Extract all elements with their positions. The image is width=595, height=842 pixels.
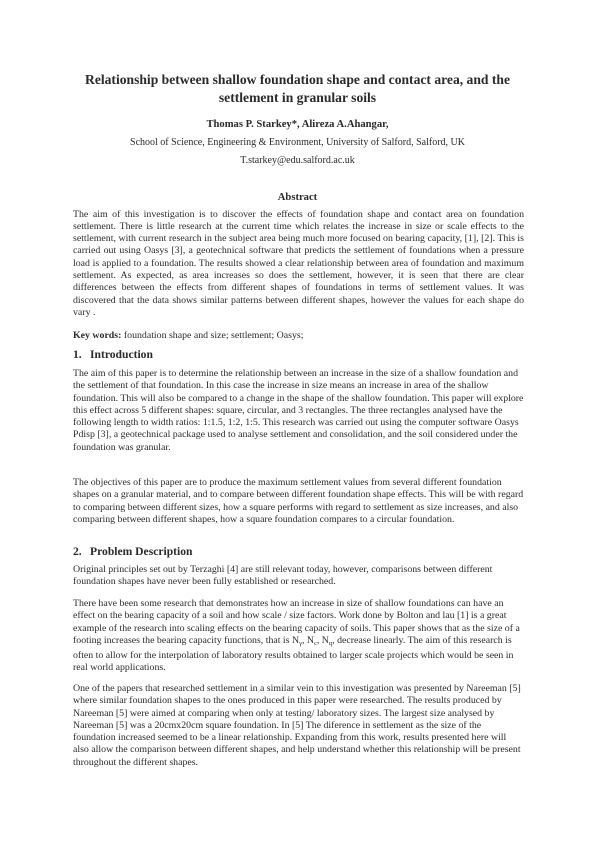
problem-paragraph-2-text: There have been some research that demonstrates how an increase in size of shallow foundations can have an effect on the bearing capacity of a soil and how scale / size factors. Work done by Bolton and lau [1] is a great example of the research into scaling effects on the bearing capacity of soils. This paper shows that as the size of a footing increases the bearing capacity functions, that is N — [73, 598, 520, 646]
keywords — [73, 330, 524, 342]
section-heading-problem-description — [73, 545, 193, 558]
problem-paragraph-2-tail: , decrease linearly. The aim of this research is often to allow for the interpolation of laboratory results obtained to larger scale projects which would be seen in real world applications. — [73, 634, 514, 674]
bearing-factor-subscript: γ — [299, 639, 302, 647]
bearing-factor-separator: , N — [316, 634, 329, 646]
keywords-text: foundation shape and size; settlement; Oasys; — [121, 330, 304, 341]
bearing-factor-separator: , N — [301, 634, 314, 646]
section-title: Problem Description — [90, 545, 193, 558]
author-email: T.starkey@edu.salford.ac.uk — [240, 155, 355, 166]
bearing-factor-subscript: c — [313, 639, 317, 647]
section-number: 1. — [73, 348, 82, 361]
problem-paragraph-1: Original principles set out by Terzaghi [4] are still relevant today, however, comparisons between different foundation shapes have never been fully established or researched. — [73, 564, 493, 588]
section-heading-introduction — [73, 348, 153, 361]
problem-paragraph-3: One of the papers that researched settlement in a similar vein to this investigation was presented by Nareeman [5] where similar foundation shapes to the ones produced in this paper were researched. The results produced by Nareeman [5] were aimed at comparing when only at testing/ laboratory sizes. The largest size analysed by Nareeman [5] was a 20cmx20cm square foundation. In [5] The diference in settlement as the size of the foundation increased seemed to be a linear relationship. Expanding from this work, results presented here will also allow the comparison between different shapes, and help understand whether this relationship will be present throughout the different shapes. — [73, 683, 521, 768]
abstract-heading: Abstract — [277, 192, 318, 203]
introduction-paragraph-2: The objectives of this paper are to produce the maximum settlement values from several different foundation shapes on a granular material, and to compare between different foundation shape effects. This will be with regard to comparing between different sizes, how a square performs with regard to settlement as size increases, and also comparing between different shapes, how a square foundation compares to a circular foundation. — [73, 477, 524, 525]
authors: Thomas P. Starkey*, Alireza A.Ahangar, — [206, 119, 389, 130]
keywords-label: Key words: — [73, 330, 122, 341]
bearing-factor-subscript: q — [328, 639, 333, 647]
paper-title: Relationship between shallow foundation shape and contact area, and the settlement in granular soils — [85, 72, 510, 105]
affiliation: School of Science, Engineering & Environment, University of Salford, Salford, UK — [130, 137, 465, 148]
problem-paragraph-2 — [73, 598, 524, 675]
section-number: 2. — [73, 545, 82, 558]
introduction-paragraph-1: The aim of this paper is to determine the relationship between an increase in the size of a shallow foundation and the settlement of that foundation. In this case the increase in size means an increase in area of the shallow foundation. This will also be compared to a change in the shape of the shallow foundation. This paper will explore this effect across 5 different shapes: square, circular, and 3 rectangles. The three rectangles analysed have the following length to width ratios: 1:1.5, 1:2, 1:5. This research was carried out using the computer software Oasys Pdisp [3], a geotechnical package used to analyse settlement and consolidation, and the soil considered under the foundation was granular. — [73, 368, 524, 453]
section-title: Introduction — [90, 348, 153, 361]
abstract-text: The aim of this investigation is to discover the effects of foundation shape and contact area on foundation settlement. There is little research at the current time which relates the increase in size or scale effects to the settlement, with current research in the subject area being much more focused on bearing capacity, [1], [2]. This is carried out using Oasys [3], a geotechnical software that predicts the settlement of foundations when a pressure load is applied to a foundation. The results showed a clear relationship between area of foundation and maximum settlement. As expected, as area increases so does the settlement, however, it is seen that there are clear differences between the effects from different shapes of foundations in terms of settlement values. It was discovered that the data shows similar patterns between different shapes, however the values for each shape do vary . — [73, 208, 524, 318]
